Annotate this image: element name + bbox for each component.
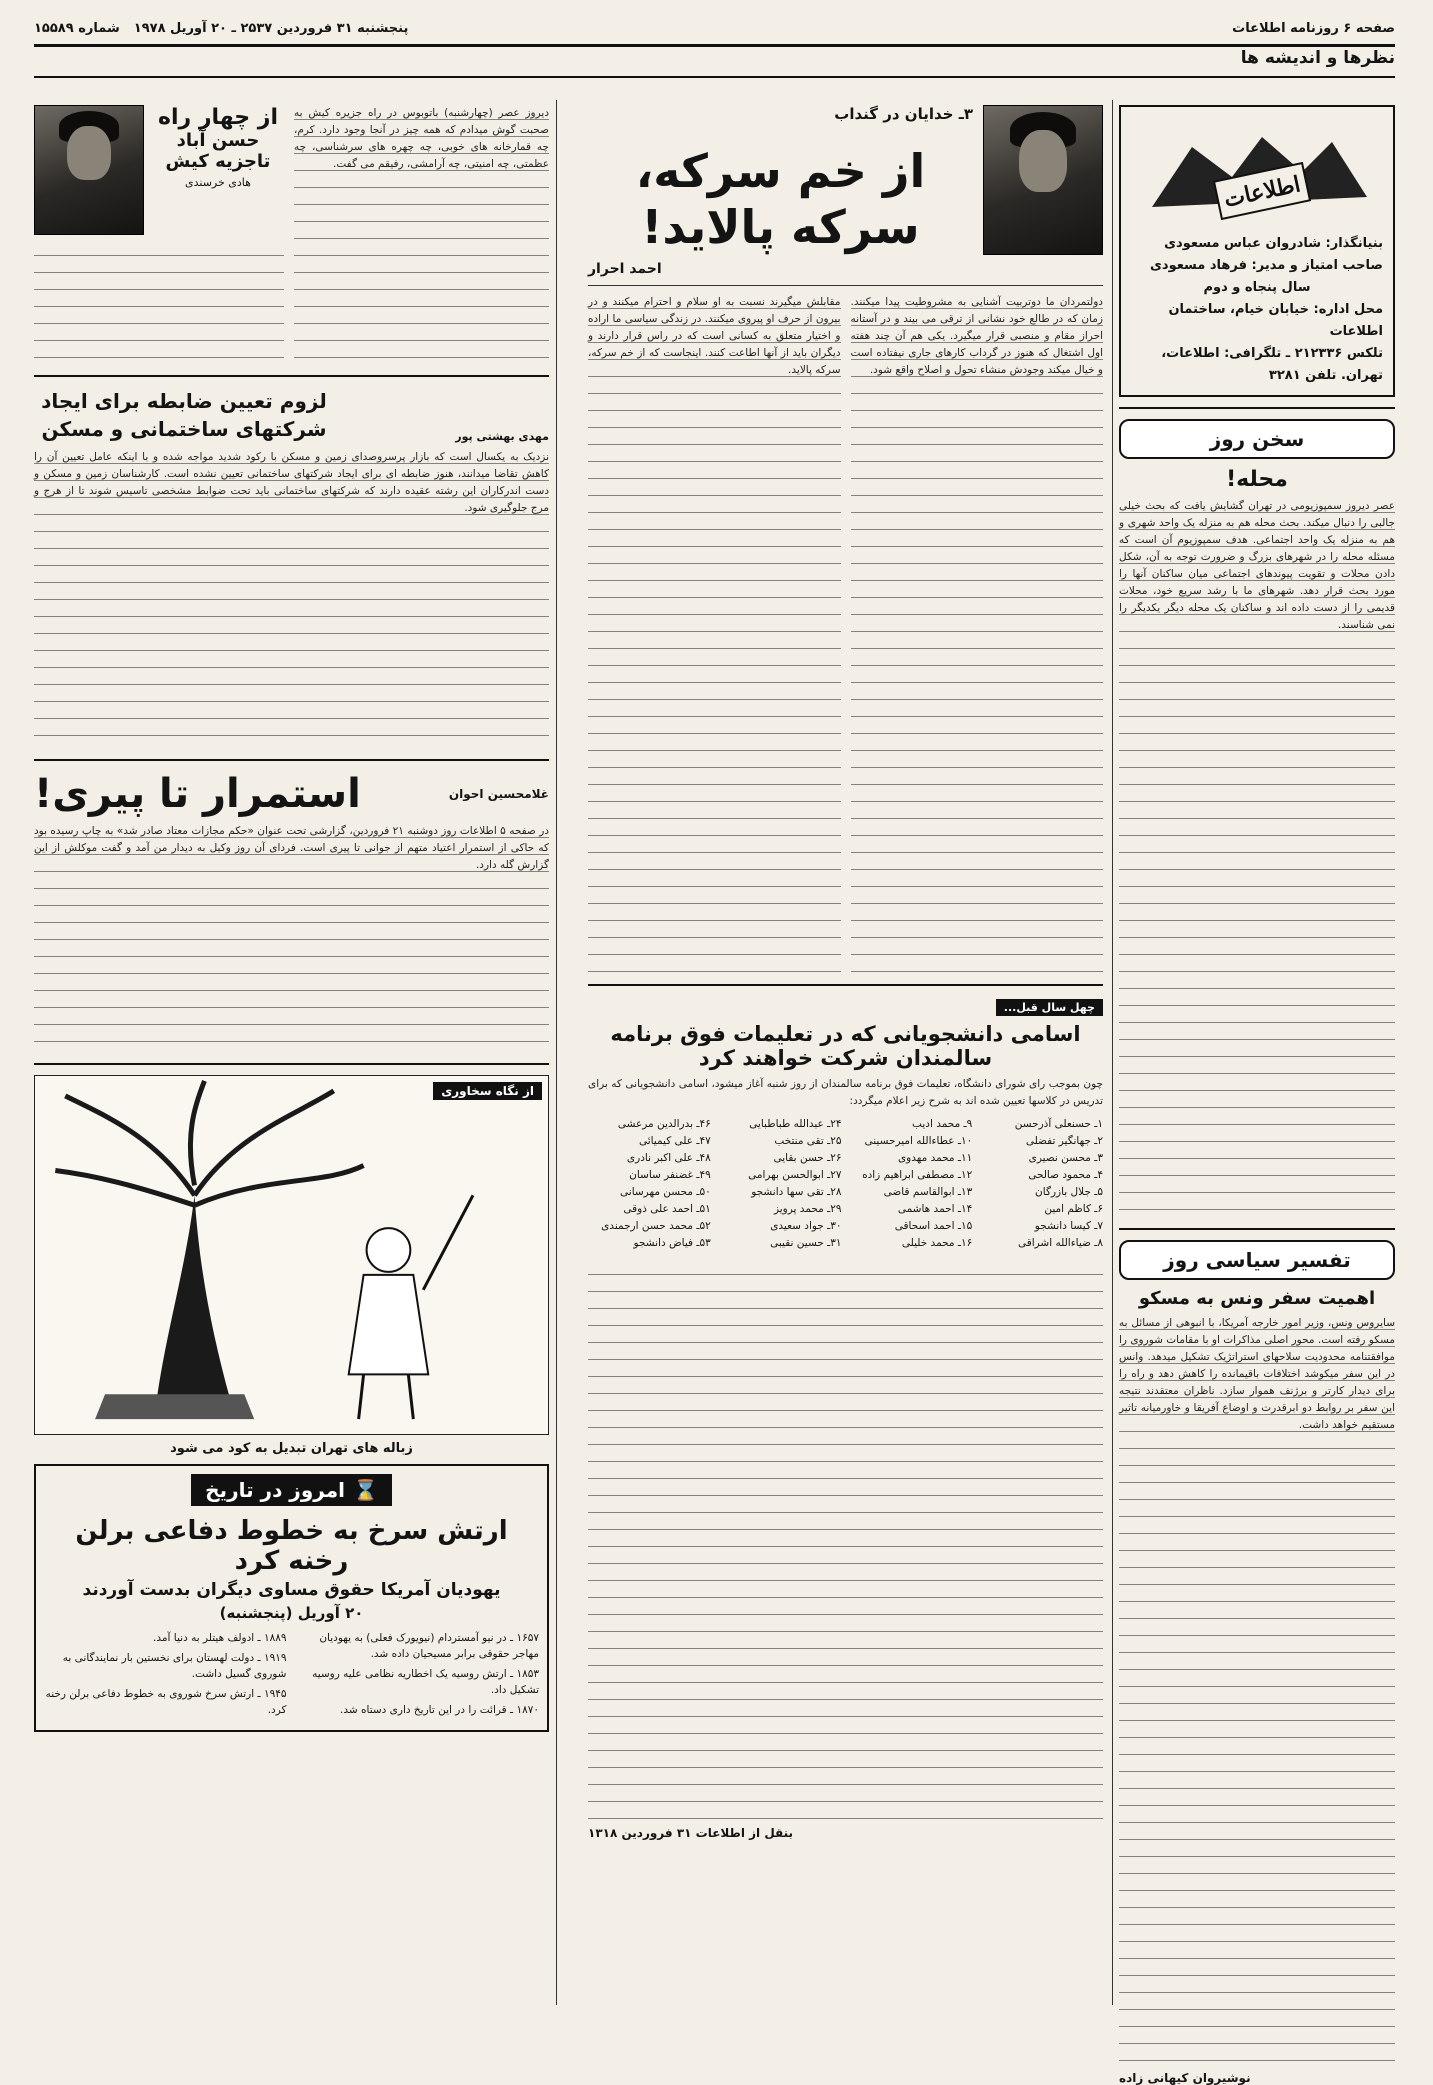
publisher-line: صاحب امتیاز و مدیر: فرهاد مسعودی xyxy=(1149,258,1383,273)
left-column xyxy=(34,105,549,2005)
az-chahar-rah-text xyxy=(294,105,549,365)
az-chahar-rah-name1: حسن آباد xyxy=(176,130,260,151)
masthead-logo xyxy=(1131,117,1383,227)
history-tag-text: امروز در تاریخ xyxy=(205,1478,345,1502)
zabete-text: نزدیک به یکسال است که بازار پرسروصدای زمین و مسکن با رکود شدید مواجه شده و با اینکه عامل تعیین آن را کاهش تقاضا میدانند، هنوز ضابطه ای برای ایجاد شرکتهای ساختمانی تعیین نشده است. کارشناسان زمین و مسکن و دست اندرکاران این رشته عقیده دارند که شرکتهای ساختمانی باید تحت ضوابط مشخصی تاسیس شوند تا از هرج و مرج جلوگیری شود. xyxy=(34,451,549,514)
student-name: ۲۹ـ محمد پرویز xyxy=(773,1203,842,1215)
student-list-col xyxy=(850,1116,973,1252)
student-name: ۴ـ محمود صالحی xyxy=(1028,1169,1103,1181)
student-name: ۲۵ـ تقی منتخب xyxy=(774,1135,842,1147)
az-chahar-rah-name2: تاجزیه کیش xyxy=(165,151,271,172)
student-name: ۱۵ـ احمد اسحاقی xyxy=(894,1220,973,1232)
student-name: ۱۲ـ مصطفی ابراهیم زاده xyxy=(862,1169,973,1181)
history-headline: ارتش سرخ به خطوط دفاعی برلن رخنه کرد xyxy=(75,1516,508,1576)
student-name: ۲ـ جهانگیر تفضلی xyxy=(1025,1135,1103,1147)
tafsir-title: اهمیت سفر ونس به مسکو xyxy=(1138,1288,1376,1309)
date-line: پنجشنبه ۳۱ فروردین ۲۵۳۷ ـ ۲۰ آوریل ۱۹۷۸ xyxy=(133,20,409,36)
student-name: ۲۴ـ عبدالله طباطبایی xyxy=(749,1118,842,1130)
divider xyxy=(588,285,1103,286)
student-name: ۵۱ـ احمد علی ذوقی xyxy=(623,1203,711,1215)
history-icon: ⌛ xyxy=(352,1478,378,1502)
estemrar-head xyxy=(34,771,549,817)
chehel-sal-source: بنقل از اطلاعات ۳۱ فروردین ۱۳۱۸ xyxy=(588,1826,794,1840)
logo-text: اطلاعات xyxy=(1221,171,1303,213)
divider xyxy=(34,759,549,761)
divider xyxy=(34,1063,549,1065)
history-item: ۱۸۷۰ ـ قرائت را در این تاریخ داری دستاه شد. xyxy=(340,1704,539,1716)
student-name: ۶ـ کاظم امین xyxy=(1044,1203,1103,1215)
address-line: محل اداره: خیابان خیام، ساختمان اطلاعات xyxy=(1168,302,1383,339)
history-sub: یهودیان آمریکا حقوق مساوی دیگران بدست آوردند xyxy=(82,1580,501,1600)
article-column-a xyxy=(851,294,1104,974)
article-column-b xyxy=(588,294,841,974)
cartoon-box xyxy=(34,1075,549,1435)
history-item: ۱۸۵۳ ـ ارتش روسیه یک اخطاریه نظامی علیه روسیه تشکیل داد. xyxy=(312,1668,539,1696)
student-name: ۹ـ محمد ادیب xyxy=(912,1118,973,1130)
student-name: ۲۶ـ حسن بقایی xyxy=(773,1152,842,1164)
section-label: نظرها و اندیشه ها xyxy=(1240,48,1395,68)
student-name: ۵۲ـ محمد حسن ارجمندی xyxy=(601,1220,711,1232)
history-date: ۲۰ آوریل (پنجشنبه) xyxy=(219,1604,364,1622)
student-name: ۴۸ـ علی اکبر نادری xyxy=(626,1152,711,1164)
history-tag xyxy=(191,1474,392,1506)
history-col-b xyxy=(44,1630,287,1722)
article-author: احمد احرار xyxy=(588,261,662,277)
student-name: ۸ـ ضیاءالله اشراقی xyxy=(1017,1237,1103,1249)
estemrar-text: در صفحه ۵ اطلاعات روز دوشنبه ۲۱ فروردین، گزارشی تحت عنوان «حکم مجازات معتاد صادر شد» به چاپ رسیده بود که حاکی از استمرار اعتیاد متهم از جوانی تا پیری است. فردای آن روز وکیل به دیدار من آمد و گفت موکلش از این گزارش گله دارد. xyxy=(34,825,549,871)
logo-illustration xyxy=(1131,117,1383,227)
chehel-sal-title: اسامی دانشجویانی که در تعلیمات فوق برنامه سالمندان شرکت خواهند کرد xyxy=(610,1022,1081,1070)
student-name: ۱۰ـ عطاءالله امیرحسینی xyxy=(864,1135,973,1147)
estemrar-author: غلامحسین احوان xyxy=(448,787,549,801)
cartoon-caption: زباله های تهران تبدیل به کود می شود xyxy=(170,1441,413,1456)
section-rule xyxy=(34,76,1395,78)
tafsir-text: سایروس ونس، وزیر امور خارجه آمریکا، با انبوهی از مسائل به مسکو رفته است. محور اصلی مذاکرات او با مقامات شوروی را موافقتنامه محدودیت سلاحهای استراتژیک تشکیل میدهد. وانس در این سفر میکوشد اختلافات باقیمانده را کاهش دهد و راه را برای دیدار کارتر و برژنف هموار سازد. ناظران معتقدند نتیجه این سفر بر روابط دو ابرقدرت و اوضاع آفریقا و خاورمیانه تاثیر مستقیم خواهد داشت. xyxy=(1119,1317,1395,1431)
student-name: ۱۱ـ محمد مهدوی xyxy=(897,1152,973,1164)
student-list-filler xyxy=(588,1260,1103,1820)
zabete-section xyxy=(34,387,549,749)
history-col-a xyxy=(297,1630,540,1722)
chehel-sal-label: چهل سال قبل... xyxy=(996,999,1103,1016)
student-list-col xyxy=(980,1116,1103,1252)
sokhan-rooz-title: محله! xyxy=(1226,467,1288,492)
student-name: ۳۱ـ حسین نقیبی xyxy=(770,1237,842,1249)
student-name: ۳ـ محسن نصیری xyxy=(1028,1152,1103,1164)
history-tag-wrap xyxy=(44,1474,539,1506)
masthead-box xyxy=(1119,105,1395,397)
right-column xyxy=(1119,105,1395,2085)
student-name: ۱۴ـ احمد هاشمی xyxy=(897,1203,973,1215)
student-list-col xyxy=(719,1116,842,1252)
column-divider xyxy=(1112,100,1113,2005)
zabete-head xyxy=(34,387,549,443)
cartoon-tag: از نگاه سخاوری xyxy=(433,1082,542,1100)
az-chahar-rah-head xyxy=(34,105,284,365)
zabete-author: مهدی بهشتی پور xyxy=(455,430,549,443)
date-group xyxy=(34,21,408,36)
article-kicker: ۳ـ خدایان در گنداب xyxy=(834,105,973,123)
student-name: ۲۷ـ ابوالحسن بهرامی xyxy=(748,1169,842,1181)
chehel-sal-intro: چون بموجب رای شورای دانشگاه، تعلیمات فوق برنامه سالمندان از روز شنبه آغاز میشود، اسامی دانشجویانی که برای تدریس در کلاسها تعیین شده اند به شرح زیر اعلام میگردد: xyxy=(588,1078,1103,1107)
student-name: ۲۸ـ تقی سها دانشجو xyxy=(751,1186,842,1198)
divider xyxy=(34,375,549,377)
student-name: ۱۶ـ محمد خلیلی xyxy=(901,1237,973,1249)
divider xyxy=(1119,407,1395,409)
student-name: ۷ـ کیسا دانشجو xyxy=(1034,1220,1103,1232)
student-name: ۱ـ حسنعلی آذرحسن xyxy=(1014,1118,1103,1130)
az-chahar-rah-title-block xyxy=(152,105,284,235)
sokhan-rooz-body xyxy=(1119,498,1395,1218)
tafsir-label: تفسیر سیاسی روز xyxy=(1119,1240,1395,1280)
tafsir-body xyxy=(1119,1315,1395,2065)
columnist-photo xyxy=(34,105,144,235)
estemrar-title: استمرار تا پیری! xyxy=(34,771,361,817)
student-list xyxy=(588,1116,1103,1252)
student-name: ۴۹ـ غضنفر ساسان xyxy=(629,1169,711,1181)
year-line: سال پنجاه و دوم xyxy=(1203,280,1311,295)
divider xyxy=(1119,1228,1395,1230)
article-text-b: مقابلش میگیرند نسبت به او سلام و احترام میکنند و در بیرون از حرف او پیروی میکنند. در زندگی سیاسی ما اراده و اختیار متعلق به کسانی است که در راس قرار دارند و دیگران باید از آنها اطاعت کنند. اینجاست که از خم سرکه، سرکه پالاید. xyxy=(588,296,841,376)
az-chahar-rah-body xyxy=(294,105,549,365)
student-name: ۱۳ـ ابوالقاسم قاضی xyxy=(883,1186,973,1198)
az-chahar-rah-author: هادی خرسندی xyxy=(185,176,251,189)
page-header xyxy=(34,14,1395,42)
student-list-col xyxy=(588,1116,711,1252)
page-title: صفحه ۶ روزنامه اطلاعات xyxy=(1232,20,1395,36)
history-item: ۱۹۴۵ ـ ارتش سرخ شوروی به خطوط دفاعی برلن رخنه کرد. xyxy=(45,1688,287,1716)
cartoon-drawing-icon xyxy=(35,1076,548,1434)
student-name: ۵ـ جلال بازرگان xyxy=(1035,1186,1103,1198)
history-box xyxy=(34,1464,549,1732)
article-headline: از خم سرکه، سرکه پالاید! xyxy=(635,144,926,254)
student-name: ۴۷ـ علی کیمیائی xyxy=(638,1135,711,1147)
founder-line: بنیانگذار: شادروان عباس مسعودی xyxy=(1164,236,1383,251)
sokhan-rooz-label: سخن روز xyxy=(1119,419,1395,459)
divider xyxy=(588,984,1103,986)
tafsir-author: نوشیروان کیهانی زاده xyxy=(1119,2071,1251,2085)
student-name: ۵۰ـ محسن مهرسانی xyxy=(620,1186,711,1198)
estemrar-body xyxy=(34,823,549,1053)
zabete-body xyxy=(34,449,549,749)
az-chahar-rah-titles xyxy=(34,105,284,235)
history-item: ۱۹۱۹ ـ دولت لهستان برای نخستین بار نمایندگانی به شوروی گسیل داشت. xyxy=(62,1652,287,1680)
zabete-title: لزوم تعیین ضابطه برای ایجاد شرکتهای ساختمانی و مسکن xyxy=(41,389,327,441)
history-item: ۱۶۵۷ ـ در نیو آمستردام (نیویورک فعلی) به یهودیان مهاجر حقوقی برابر مسیحیان داده شد. xyxy=(319,1632,539,1660)
main-article-body xyxy=(588,294,1103,974)
history-items xyxy=(44,1630,539,1722)
student-name: ۳۰ـ جواد سعیدی xyxy=(770,1220,842,1232)
history-item: ۱۸۸۹ ـ ادولف هیتلر به دنیا آمد. xyxy=(153,1632,287,1644)
student-name: ۴۶ـ بدرالدین مرعشی xyxy=(617,1118,711,1130)
column-divider xyxy=(556,100,557,2005)
phone-line: تلکس ۲۱۲۳۳۶ ـ تلگرافی: اطلاعات، تهران. تلفن ۳۲۸۱ xyxy=(1161,346,1383,383)
sokhan-rooz-text: عصر دیروز سمپوزیومی در تهران گشایش یافت که بحث خیلی جالبی را دنبال میکند. بحث محله هم به منزله یک واحد شهری و هم به منزله یک واحد اجتماعی. هدف سمپوزیوم آن است که مسئله محله را در شهرهای بزرگ و ضرورت توجه به آن، شکل دادن محلات و تقویت پیوندهای اجتماعی میان ساکنان آنها را مورد بحث قرار دهد. شهرهای ما با رشد سریع خود، محلات قدیمی را از دست داده اند و ساکنان یک محله دیگر یکدیگر را نمی شناسند. xyxy=(1119,500,1395,631)
article-text-a: دولتمردان ما دوتربیت آشنایی به مشروطیت پیدا میکنند. زمان که در طالع خود نشانی از ترقی می بیند و در آستانه احراز مقام و منصبی قرار میگیرد. یکی هم آن چند هفته اول اشتغال که هنوز در گرداب کارهای جاری نیفتاده است و خیال میکند وجودش منشاء تحول و اصلاح واقع شود. xyxy=(850,296,1103,376)
estemrar-section xyxy=(34,771,549,1053)
az-chahar-rah-section xyxy=(34,105,549,365)
middle-column xyxy=(588,105,1103,2005)
az-chahar-rah-title: از چهار راه xyxy=(157,105,279,130)
student-name: ۵۳ـ فیاض دانشجو xyxy=(633,1237,711,1249)
az-chahar-rah-para: دیروز عصر (چهارشنبه) باتوبوس در راه جزیره کیش به صحبت گوش میدادم که همه چیز در آنجا وجود دارد. کرم، چه قمارخانه های خوبی، چه چهره های سرشناسی، چه عظمتی، چه امنیتی، چه آرامشی، رفیقم می گفت. xyxy=(294,107,549,170)
header-rule xyxy=(34,44,1395,47)
main-article-head xyxy=(588,105,1103,277)
az-chahar-rah-continue xyxy=(34,241,284,361)
chehel-sal-section xyxy=(588,996,1103,1840)
issue-number: شماره ۱۵۵۸۹ xyxy=(34,20,120,36)
author-photo xyxy=(983,105,1103,255)
headline-block xyxy=(588,105,973,277)
